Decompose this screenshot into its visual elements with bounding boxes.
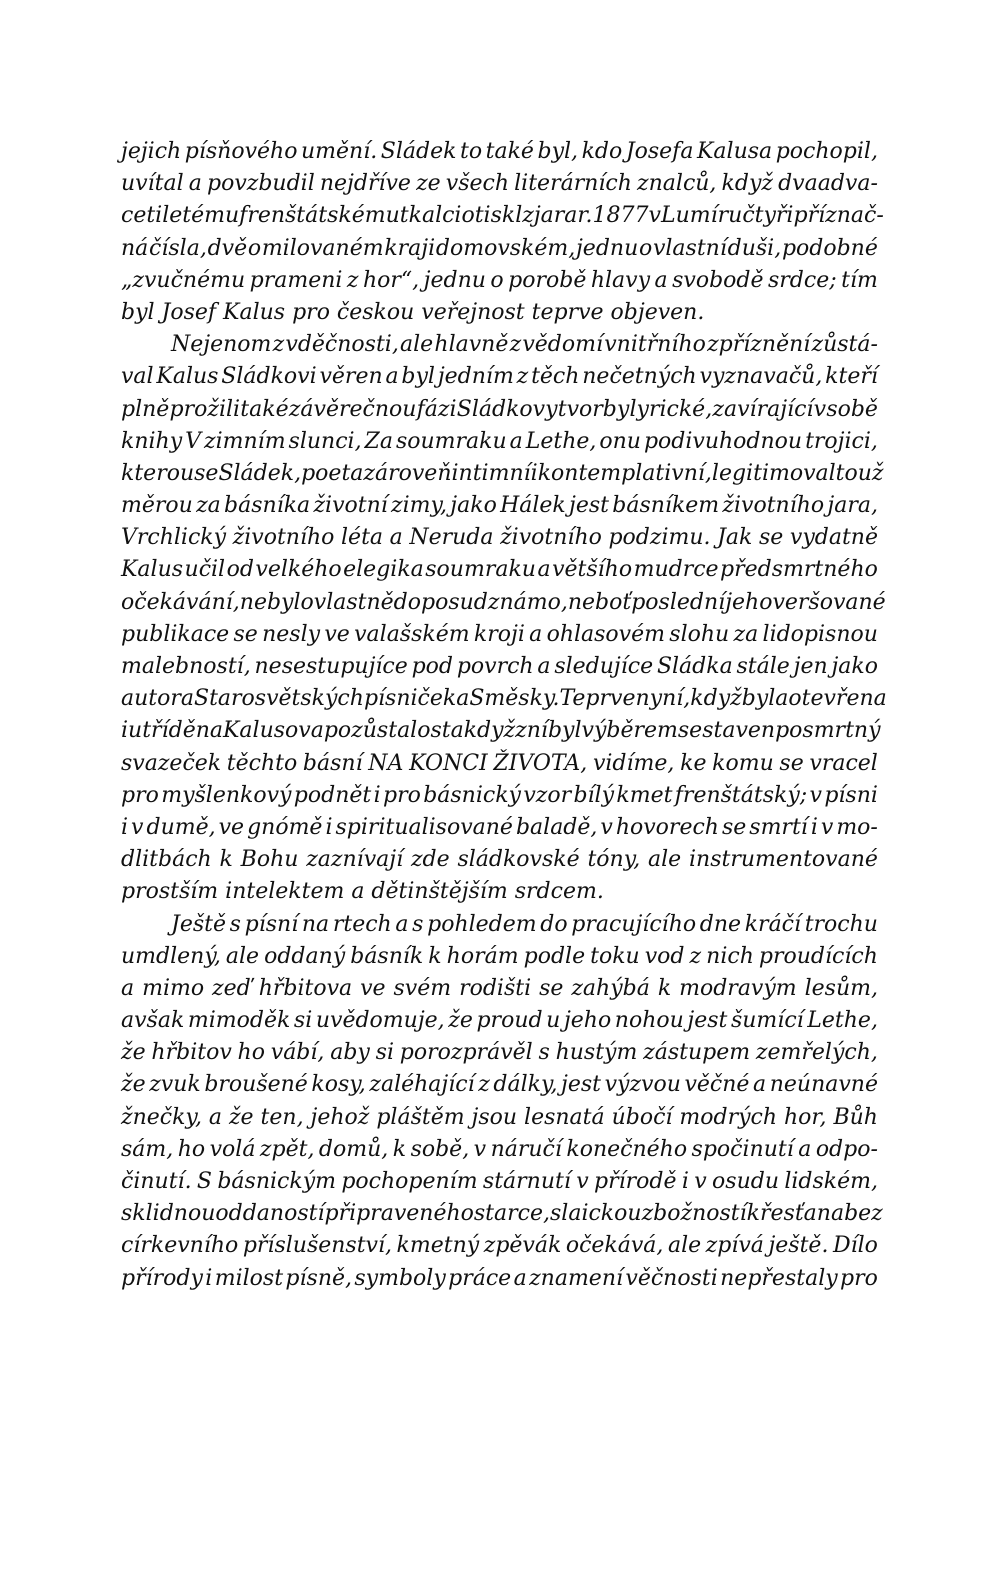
text-line: byl Josef Kalus pro českou veřejnost teprve objeven. <box>121 299 705 325</box>
text-line: Vrchlický životního léta a Neruda životního podzimu. Jak se vydatně <box>121 525 878 551</box>
text-line: dlitbách k Bohu zaznívají zde sládkovské tóny, ale instrumentované <box>121 847 878 873</box>
text-line: žnečky, a že ten, jehož pláštěm jsou lesnatá úbočí modrých hor, Bůh <box>121 1104 878 1130</box>
text-line: val Kalus Sládkovi věren a byl jedním z těch nečetných vyznavačů, kteří <box>121 364 878 390</box>
text-line: církevního příslušenství, kmetný zpěvák očekává, ale zpívá ještě. Dílo <box>121 1233 878 1259</box>
text-line: jejich písňového umění. Sládek to také byl, kdo Josefa Kalusa pochopil, <box>121 139 878 164</box>
text-line: „zvučnému prameni z hor“, jednu o porobě hlavy a svobodě srdce; tím <box>121 267 878 293</box>
text-line: přírody i milost písně, symboly práce a znamení věčnosti nepřestaly pro <box>121 1265 878 1291</box>
text-line: cetiletému frenštátskému tkalci otiskl z jara r. 1877 v Lumíru čtyři příznač- <box>121 203 884 229</box>
text-line: malebností, nesestupujíce pod povrch a sledujíce Sládka stále jen jako <box>121 654 878 679</box>
text-line: pro myšlenkový podnět i pro básnický vzor bílý kmet frenštátský; v písni <box>121 782 878 808</box>
paragraph-3 <box>121 909 883 1295</box>
text-line: Kalus učil od velkého elegika soumraku a většího mudrce předsmrtného <box>121 557 878 583</box>
text-line: publikace se nesly ve valašském kroji a ohlasovém slohu za lidopisnou <box>121 621 878 647</box>
text-line: ná čísla, dvě o milovaném kraji domovském, jednu o vlastní duši, podobné <box>121 235 878 261</box>
body-text <box>121 136 887 1295</box>
text-line: Nejenom z vděčnosti, ale hlavně z vědomí vnitřního zpříznění zůstá- <box>171 332 878 358</box>
text-line: i utříděna Kalusova pozůstalost a když z ní byl výběrem sestaven posmrtný <box>121 718 881 744</box>
text-line: avšak mimoděk si uvědomuje, že proud u jeho nohou jest šumící Lethe, <box>121 1008 878 1034</box>
text-line: svazeček těchto básní NA KONCI ŽIVOTA, vidíme, ke komu se vracel <box>121 750 878 776</box>
text-line: Ještě s písní na rtech a s pohledem do pracujícího dne kráčí trochu <box>171 911 878 937</box>
text-line: měrou za básníka životní zimy, jako Hálek jest básníkem životního jara, <box>121 493 878 519</box>
paragraph-1 <box>121 136 884 329</box>
text-line: očekávání, nebylo vlastně doposud známo, neboť poslední jeho veršované <box>121 589 886 615</box>
text-line: prostším intelektem a dětinštějším srdcem. <box>121 879 604 905</box>
text-line: knihy V zimním slunci, Za soumraku a Lethe, onu podivuhodnou trojici, <box>121 428 878 454</box>
text-line: s klidnou oddaností připraveného starce, s laickou zbožností křesťana bez <box>121 1201 883 1227</box>
text-line: a mimo zeď hřbitova ve svém rodišti se zahýbá k modravým lesům, <box>121 975 878 1001</box>
text-line: i v dumě, ve gnómě i spiritualisované baladě, v hovorech se smrtí i v mo- <box>121 814 878 840</box>
text-line: kterou se Sládek, poeta zároveň intimní i kontemplativní, legitimoval touž <box>121 460 884 486</box>
text-line: že zvuk broušené kosy, zaléhající z dálky, jest výzvou věčné a neúnavné <box>121 1072 878 1098</box>
text-line: že hřbitov ho vábí, aby si porozprávěl s hustým zástupem zemřelých, <box>121 1040 878 1066</box>
paragraph-2 <box>121 329 887 908</box>
text-line: plně prožili také závěrečnou fázi Sládkovy tvorby lyrické, zavírající v sobě <box>121 396 878 422</box>
text-line: uvítal a povzbudil nejdříve ze všech literárních znalců, když dvaadva- <box>121 171 878 197</box>
text-line: sám, ho volá zpět, domů, k sobě, v náručí konečného spočinutí a odpo- <box>121 1136 878 1162</box>
text-line: činutí. S básnickým pochopením stárnutí v přírodě i v osudu lidském, <box>121 1169 878 1194</box>
text-line: autora Starosvětských písniček a Směsky. Teprve nyní, když byla otevřena <box>121 686 887 712</box>
text-line: umdlený, ale oddaný básník k horám podle toku vod z nich proudících <box>121 943 878 969</box>
